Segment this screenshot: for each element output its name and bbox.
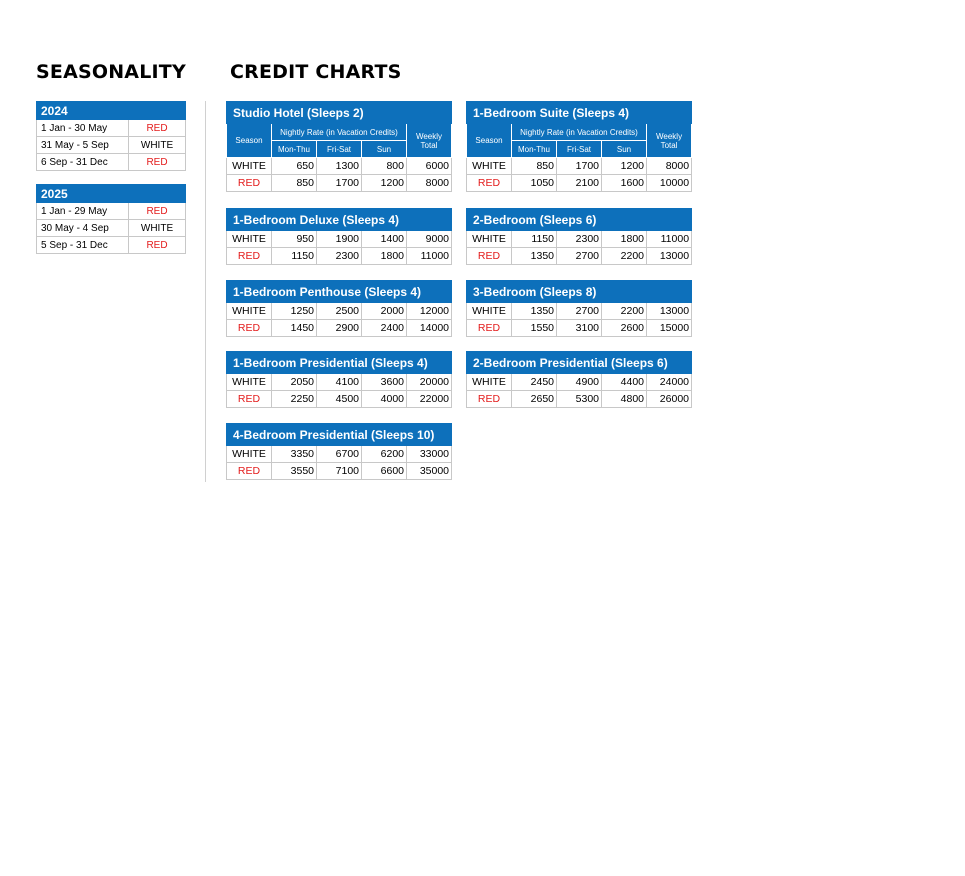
rate-row-white bbox=[227, 303, 452, 320]
mon-thu-value: 650 bbox=[272, 158, 317, 175]
mon-thu-value: 2050 bbox=[272, 374, 317, 391]
rate-row-red bbox=[467, 175, 692, 192]
mon-thu-value: 1150 bbox=[272, 248, 317, 265]
section-divider bbox=[205, 101, 206, 482]
sun-value: 1800 bbox=[362, 248, 407, 265]
season-cell: WHITE bbox=[227, 158, 272, 175]
season-value: RED bbox=[129, 237, 186, 254]
season-header: Season bbox=[467, 124, 512, 158]
mon-thu-value: 1250 bbox=[272, 303, 317, 320]
season-cell: WHITE bbox=[467, 303, 512, 320]
weekly-total-value: 26000 bbox=[647, 391, 692, 408]
rate-row-white bbox=[467, 231, 692, 248]
mon-thu-header: Mon-Thu bbox=[512, 141, 557, 158]
mon-thu-value: 3550 bbox=[272, 463, 317, 480]
fri-sat-value: 2900 bbox=[317, 320, 362, 337]
room-type-title: 1-Bedroom Penthouse (Sleeps 4) bbox=[227, 281, 452, 303]
rate-row-red bbox=[227, 175, 452, 192]
season-cell: WHITE bbox=[467, 231, 512, 248]
room-type-title: 1-Bedroom Presidential (Sleeps 4) bbox=[227, 352, 452, 374]
rate-row-red bbox=[227, 248, 452, 265]
weekly-total-value: 20000 bbox=[407, 374, 452, 391]
rate-row-white bbox=[227, 158, 452, 175]
season-cell: RED bbox=[467, 391, 512, 408]
nightly-rate-header: Nightly Rate (in Vacation Credits) bbox=[512, 124, 647, 141]
season-cell: RED bbox=[227, 463, 272, 480]
weekly-total-value: 12000 bbox=[407, 303, 452, 320]
weekly-total-value: 33000 bbox=[407, 446, 452, 463]
date-range: 1 Jan - 30 May bbox=[37, 120, 129, 137]
weekly-total-value: 13000 bbox=[647, 303, 692, 320]
season-row bbox=[37, 237, 186, 254]
seasonality-title: SEASONALITY bbox=[36, 61, 186, 83]
weekly-total-value: 8000 bbox=[407, 175, 452, 192]
sun-value: 4800 bbox=[602, 391, 647, 408]
credit-table-1-bedroom-presidential bbox=[226, 351, 452, 408]
fri-sat-value: 2300 bbox=[317, 248, 362, 265]
room-type-title: 2-Bedroom (Sleeps 6) bbox=[467, 209, 692, 231]
weekly-total-value: 22000 bbox=[407, 391, 452, 408]
mon-thu-value: 2250 bbox=[272, 391, 317, 408]
date-range: 31 May - 5 Sep bbox=[37, 137, 129, 154]
weekly-total-value: 11000 bbox=[407, 248, 452, 265]
rate-row-white bbox=[467, 158, 692, 175]
weekly-total-value: 8000 bbox=[647, 158, 692, 175]
fri-sat-value: 1700 bbox=[557, 158, 602, 175]
seasonality-table-2024 bbox=[36, 101, 186, 171]
fri-sat-value: 7100 bbox=[317, 463, 362, 480]
season-value: WHITE bbox=[129, 137, 186, 154]
date-range: 1 Jan - 29 May bbox=[37, 203, 129, 220]
rate-row-white bbox=[227, 231, 452, 248]
credit-table-2-bedroom bbox=[466, 208, 692, 265]
weekly-total-value: 35000 bbox=[407, 463, 452, 480]
credit-table-studio-hotel bbox=[226, 101, 452, 192]
mon-thu-value: 1450 bbox=[272, 320, 317, 337]
seasonality-table-2025 bbox=[36, 184, 186, 254]
fri-sat-value: 2700 bbox=[557, 248, 602, 265]
mon-thu-value: 2450 bbox=[512, 374, 557, 391]
weekly-total-value: 14000 bbox=[407, 320, 452, 337]
room-type-title: 2-Bedroom Presidential (Sleeps 6) bbox=[467, 352, 692, 374]
mon-thu-value: 1550 bbox=[512, 320, 557, 337]
season-cell: RED bbox=[467, 175, 512, 192]
sun-value: 3600 bbox=[362, 374, 407, 391]
weekly-total-header: Weekly Total bbox=[407, 124, 452, 158]
sun-value: 4000 bbox=[362, 391, 407, 408]
fri-sat-value: 2700 bbox=[557, 303, 602, 320]
rate-row-white bbox=[227, 446, 452, 463]
room-type-title: Studio Hotel (Sleeps 2) bbox=[227, 102, 452, 124]
mon-thu-value: 3350 bbox=[272, 446, 317, 463]
mon-thu-value: 1050 bbox=[512, 175, 557, 192]
fri-sat-header: Fri-Sat bbox=[557, 141, 602, 158]
fri-sat-value: 6700 bbox=[317, 446, 362, 463]
rate-row-red bbox=[227, 391, 452, 408]
year-header: 2024 bbox=[37, 102, 186, 120]
season-cell: WHITE bbox=[227, 374, 272, 391]
sun-value: 2600 bbox=[602, 320, 647, 337]
mon-thu-value: 850 bbox=[272, 175, 317, 192]
sun-value: 1600 bbox=[602, 175, 647, 192]
season-row bbox=[37, 203, 186, 220]
mon-thu-value: 850 bbox=[512, 158, 557, 175]
room-type-title: 1-Bedroom Suite (Sleeps 4) bbox=[467, 102, 692, 124]
season-cell: RED bbox=[467, 248, 512, 265]
season-header: Season bbox=[227, 124, 272, 158]
fri-sat-value: 5300 bbox=[557, 391, 602, 408]
weekly-total-value: 15000 bbox=[647, 320, 692, 337]
sun-value: 4400 bbox=[602, 374, 647, 391]
fri-sat-value: 2300 bbox=[557, 231, 602, 248]
season-cell: RED bbox=[227, 248, 272, 265]
sun-header: Sun bbox=[602, 141, 647, 158]
fri-sat-value: 4900 bbox=[557, 374, 602, 391]
fri-sat-value: 1900 bbox=[317, 231, 362, 248]
season-value: RED bbox=[129, 203, 186, 220]
weekly-total-value: 6000 bbox=[407, 158, 452, 175]
credit-table-4-bedroom-presidential bbox=[226, 423, 452, 480]
fri-sat-value: 4100 bbox=[317, 374, 362, 391]
credit-table-3-bedroom bbox=[466, 280, 692, 337]
mon-thu-value: 1350 bbox=[512, 248, 557, 265]
sun-value: 1400 bbox=[362, 231, 407, 248]
season-value: RED bbox=[129, 154, 186, 171]
season-cell: RED bbox=[227, 391, 272, 408]
fri-sat-value: 1700 bbox=[317, 175, 362, 192]
sun-value: 2000 bbox=[362, 303, 407, 320]
fri-sat-value: 4500 bbox=[317, 391, 362, 408]
sun-value: 6600 bbox=[362, 463, 407, 480]
sun-value: 6200 bbox=[362, 446, 407, 463]
credit-table-1-bedroom-suite bbox=[466, 101, 692, 192]
weekly-total-value: 11000 bbox=[647, 231, 692, 248]
credit-table-1-bedroom-penthouse bbox=[226, 280, 452, 337]
mon-thu-value: 2650 bbox=[512, 391, 557, 408]
sun-value: 2200 bbox=[602, 303, 647, 320]
weekly-total-value: 9000 bbox=[407, 231, 452, 248]
sun-value: 1200 bbox=[602, 158, 647, 175]
sun-value: 2200 bbox=[602, 248, 647, 265]
nightly-rate-header: Nightly Rate (in Vacation Credits) bbox=[272, 124, 407, 141]
fri-sat-value: 2500 bbox=[317, 303, 362, 320]
fri-sat-value: 3100 bbox=[557, 320, 602, 337]
room-type-title: 1-Bedroom Deluxe (Sleeps 4) bbox=[227, 209, 452, 231]
credit-table-2-bedroom-presidential bbox=[466, 351, 692, 408]
season-cell: RED bbox=[227, 320, 272, 337]
sun-value: 1800 bbox=[602, 231, 647, 248]
season-cell: WHITE bbox=[227, 446, 272, 463]
rate-row-red bbox=[467, 391, 692, 408]
season-cell: WHITE bbox=[227, 303, 272, 320]
sun-value: 800 bbox=[362, 158, 407, 175]
sun-value: 1200 bbox=[362, 175, 407, 192]
season-cell: RED bbox=[227, 175, 272, 192]
season-cell: WHITE bbox=[227, 231, 272, 248]
date-range: 6 Sep - 31 Dec bbox=[37, 154, 129, 171]
rate-row-red bbox=[227, 463, 452, 480]
rate-row-red bbox=[467, 320, 692, 337]
fri-sat-value: 2100 bbox=[557, 175, 602, 192]
credit-charts-title: CREDIT CHARTS bbox=[230, 61, 402, 83]
rate-row-white bbox=[467, 303, 692, 320]
season-cell: RED bbox=[467, 320, 512, 337]
date-range: 5 Sep - 31 Dec bbox=[37, 237, 129, 254]
rate-row-white bbox=[227, 374, 452, 391]
season-cell: WHITE bbox=[467, 374, 512, 391]
mon-thu-value: 1350 bbox=[512, 303, 557, 320]
season-row bbox=[37, 120, 186, 137]
mon-thu-value: 1150 bbox=[512, 231, 557, 248]
weekly-total-value: 24000 bbox=[647, 374, 692, 391]
season-value: WHITE bbox=[129, 220, 186, 237]
year-header: 2025 bbox=[37, 185, 186, 203]
season-row bbox=[37, 154, 186, 171]
season-value: RED bbox=[129, 120, 186, 137]
rate-row-red bbox=[467, 248, 692, 265]
room-type-title: 3-Bedroom (Sleeps 8) bbox=[467, 281, 692, 303]
season-row bbox=[37, 220, 186, 237]
weekly-total-value: 10000 bbox=[647, 175, 692, 192]
mon-thu-header: Mon-Thu bbox=[272, 141, 317, 158]
mon-thu-value: 950 bbox=[272, 231, 317, 248]
sun-value: 2400 bbox=[362, 320, 407, 337]
fri-sat-header: Fri-Sat bbox=[317, 141, 362, 158]
rate-row-white bbox=[467, 374, 692, 391]
rate-row-red bbox=[227, 320, 452, 337]
season-cell: WHITE bbox=[467, 158, 512, 175]
fri-sat-value: 1300 bbox=[317, 158, 362, 175]
weekly-total-header: Weekly Total bbox=[647, 124, 692, 158]
weekly-total-value: 13000 bbox=[647, 248, 692, 265]
sun-header: Sun bbox=[362, 141, 407, 158]
room-type-title: 4-Bedroom Presidential (Sleeps 10) bbox=[227, 424, 452, 446]
season-row bbox=[37, 137, 186, 154]
credit-table-1-bedroom-deluxe bbox=[226, 208, 452, 265]
date-range: 30 May - 4 Sep bbox=[37, 220, 129, 237]
